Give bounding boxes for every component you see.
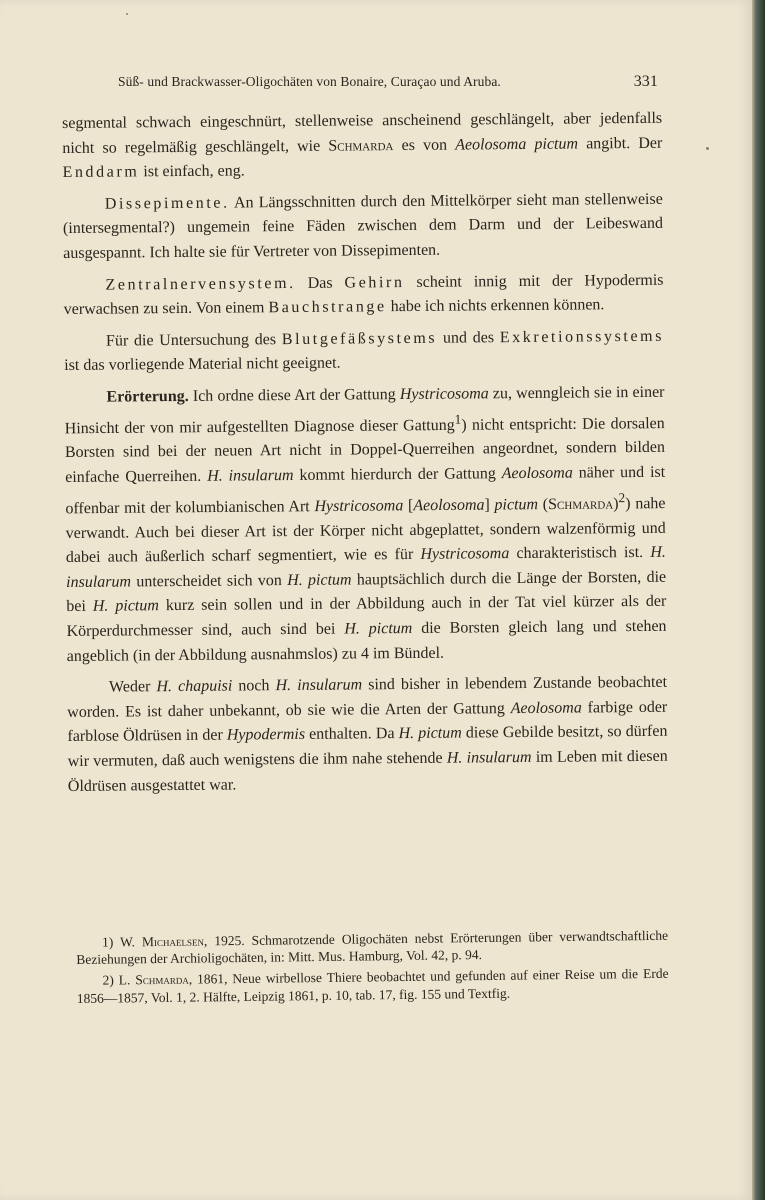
text-run: es von <box>393 136 456 154</box>
text-run: ist das vorliegende Material nicht geeignet. <box>64 354 341 375</box>
text-run: unterscheidet sich von <box>130 571 288 591</box>
species-name: H. pictum <box>398 724 462 743</box>
author-name: Schmarda <box>135 972 189 988</box>
text-run: näher und ist offenbar mit der kolumbianischen Art <box>65 463 666 517</box>
species-name: H. insularum <box>66 543 666 591</box>
genus-name: Hystricosoma <box>420 545 510 564</box>
genus-name: Aeolosoma <box>510 699 582 717</box>
footnote-ref: 1 <box>454 411 462 427</box>
text-run: Weder <box>108 678 157 696</box>
paragraph <box>64 381 666 669</box>
text-run: kommt hierdurch der Gattung <box>293 465 502 485</box>
text-run: [ <box>403 496 414 515</box>
species-name: H. pictum <box>344 619 413 638</box>
spaced-term: Bauchstrange <box>268 298 387 317</box>
text-run: die Borsten gleich lang und stehen angeblich (in der Abbildung ausnahmslos) zu 4 im Bündel. <box>66 617 667 665</box>
footnote-1 <box>76 927 668 969</box>
footnotes <box>76 927 669 1011</box>
paragraph <box>63 268 663 322</box>
paragraph <box>64 325 664 379</box>
text-run: ] <box>484 496 495 514</box>
species-name: H. pictum <box>92 597 159 616</box>
text-run: kurz sein sollen und in der Abbildung auch in der Tat viel kürzer als der Körperdurchmesser sind, auch sind bei <box>66 593 667 640</box>
text-run: ist einfach, eng. <box>139 162 245 181</box>
footnote-mark: 1) W. <box>102 934 143 950</box>
spaced-term: Blutgefäßsystems <box>281 329 438 348</box>
text-run: Ich ordne diese Art der Gattung <box>188 386 400 405</box>
section-term: Zentralnervensystem. <box>105 274 296 294</box>
text-run: zu, wenngleich sie in einer Hinsicht der von mir aufgestellten Diagnose dieser Gattung <box>64 383 665 437</box>
author-name: Schmarda <box>548 495 614 513</box>
species-name: H. pictum <box>287 571 352 589</box>
genus-name: Hystricosoma <box>314 497 404 515</box>
species-name: H. insularum <box>446 748 532 767</box>
genus-name: Aeolosoma <box>413 496 485 514</box>
text-run: farbige oder farblose Öldrüsen in der <box>67 698 668 746</box>
text-run: scheint innig mit der Hypodermis verwachsen zu sein. Von einem <box>63 271 664 319</box>
text-run: habe ich nichts erkennen können. <box>386 296 605 316</box>
spaced-term: Enddarm <box>62 163 140 182</box>
paragraph <box>67 671 668 799</box>
paper-speck <box>126 13 128 15</box>
genus-name: Aeolosoma <box>501 464 573 483</box>
text-run: noch <box>232 677 276 695</box>
book-edge <box>752 0 765 1200</box>
author-name: Schmarda <box>328 136 394 155</box>
text-run: hauptsächlich durch die Länge der Borsten, die bei <box>66 568 667 616</box>
footnote-2 <box>76 965 668 1007</box>
text-run: und des <box>437 328 500 347</box>
running-title: Süß- und Brackwasser-Oligochäten von Bonaire, Curaçao und Aruba. <box>118 74 501 89</box>
species-name: pictum <box>494 495 539 514</box>
footnote-mark: 2) L. <box>102 972 136 989</box>
footnote-text: , 1861, Neue wirbellose Thiere beobachtet und gefunden auf einer Reise um die Erde 1856—1857, Vol. 1, 2. Hälfte, Leipzig 1861, p. 10, tab. 17, fig. 155 und Textfig. <box>76 966 669 1006</box>
footnote-ref: 2 <box>618 489 626 505</box>
text-run: ) nicht entspricht: Die dorsalen Borsten sind bei der neuen Art nicht in Doppel-Querreihen angeordnet, sondern bilden einfache Querreihen. <box>64 414 666 487</box>
text-run: im Leben mit diesen Öldrüsen ausgestattet war. <box>67 747 668 795</box>
text-run: sind bisher in lebendem Zustande beobachtet worden. Es ist daher unbekannt, ob sie wie die Arten der Gattung <box>67 673 668 721</box>
author-name: Michaelsen <box>141 933 205 950</box>
tissue-term: Hypodermis <box>226 726 306 744</box>
page-number: 331 <box>633 73 658 90</box>
spaced-term: Gehirn <box>344 273 405 292</box>
genus-name: Hystricosoma <box>399 385 489 403</box>
body-text <box>62 107 668 806</box>
paragraph <box>62 107 663 186</box>
text-run: diese Gebilde besitzt, so dürfen wir vermuten, daß auch wenigstens die ihm nahe stehende <box>67 723 668 770</box>
species-name: H. chapuisi <box>156 677 233 696</box>
section-term: Dissepimente. <box>104 194 230 213</box>
text-run: ( <box>537 495 549 513</box>
species-name: Aeolosoma pictum <box>455 135 579 154</box>
section-heading: Erörterung. <box>106 387 189 406</box>
text-run: ) nahe verwandt. Auch bei dieser Art ist der Körper nicht abgeplattet, sondern walzenförmig und dabei auch äußerlich scharf segmentiert, wie es für <box>65 494 666 567</box>
text-run: Für die Untersuchung des <box>105 330 282 350</box>
text-run: Das <box>295 274 345 292</box>
species-name: H. insularum <box>207 467 294 485</box>
paragraph <box>63 188 664 267</box>
text-run: charakteristisch ist. <box>509 544 651 563</box>
text-run: angibt. Der <box>577 134 663 153</box>
spaced-term: Exkretionssystems <box>499 327 665 346</box>
footnote-text: , 1925. Schmarotzende Oligochäten nebst Erörterungen über verwandtschaftliche Beziehungen der Archioligochäten, in: Mitt. Mus. Hamburg, Vol. 42, p. 94. <box>76 927 669 968</box>
text-run: enthalten. Da <box>304 725 399 744</box>
species-name: H. insularum <box>275 676 363 695</box>
running-header <box>118 74 658 90</box>
text-run: ) <box>613 495 619 513</box>
text-run: An Längsschnitten durch den Mittelkörper sieht man stellenweise (intersegmental?) ungemein feine Fäden zwischen dem Darm und der Leibeswand ausgespannt. Ich halte sie für Vertreter von Dissepimenten. <box>62 190 664 262</box>
text-run: segmental schwach eingeschnürt, stellenweise anscheinend geschlängelt, aber jedenfalls nicht so regelmäßig geschlängelt, wie <box>62 109 663 157</box>
paper-speck <box>706 147 709 150</box>
